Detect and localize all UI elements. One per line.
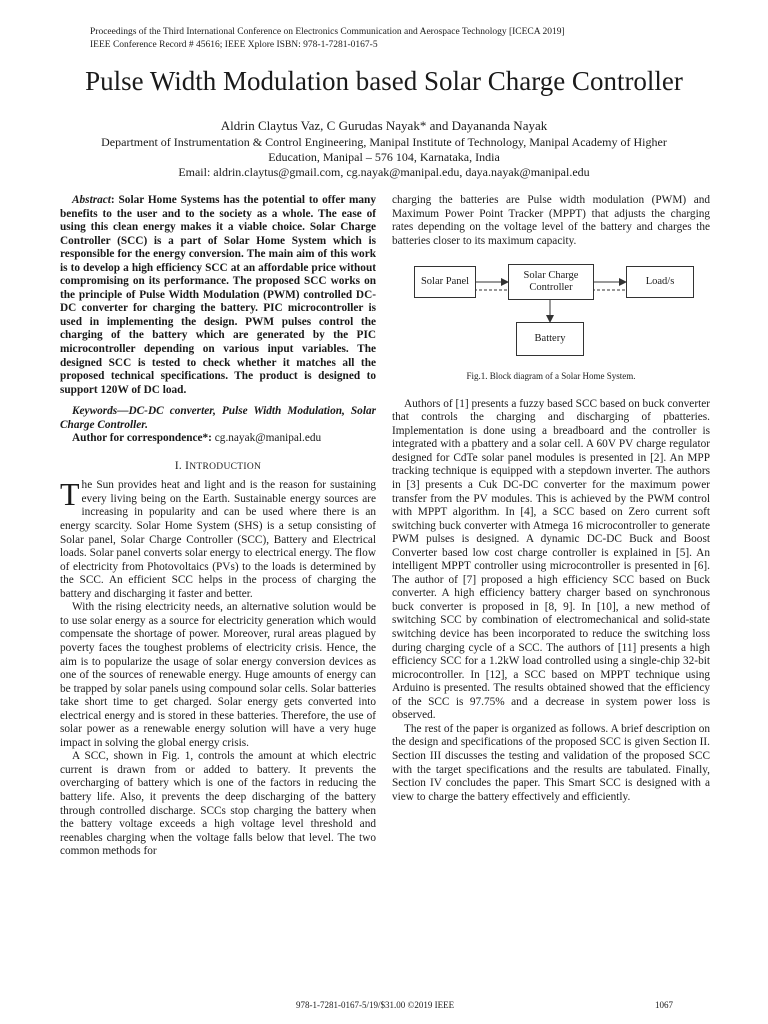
correspondence <box>60 432 376 446</box>
intro-paragraph-1: The Sun provides heat and light and is the reason for sustaining every living being on the Earth. Sustainable energy sources are increasing in popularity and can be used where there is an energy scarcity. Solar Home System (SHS) is a setup consisting of Solar panel, Solar Charge Controller (SCC), Battery and Electrical loads. Solar panel converts solar energy to electrical energy. The flow of electricity from Photovoltaics (PVs) to the loads is determined by the SCC. An efficient SCC helps in the process of charging the battery and discharging it faster and better. <box>60 476 376 600</box>
header-line-2: IEEE Conference Record # 45616; IEEE Xplore ISBN: 978-1-7281-0167-5 <box>90 40 378 50</box>
paper-title: Pulse Width Modulation based Solar Charge Controller <box>85 66 683 96</box>
intro-paragraph-3: A SCC, shown in Fig. 1, controls the amount at which electric current is drawn from or added to battery. It prevents the overcharging of battery which is one of the factors in reducing the battery life. Also, it prevents the deep discharging of the battery through controlled discharge. SCCs stop charging the battery when the battery voltage exceeds a high voltage level threshold and reenables charging when the voltage falls below that level. The two common methods for <box>60 750 376 858</box>
controller-label-line-1: Solar Charge <box>523 270 579 282</box>
footer-copyright: 978-1-7281-0167-5/19/$31.00 ©2019 IEEE <box>296 1000 455 1010</box>
related-work-paragraph: Authors of [1] presents a fuzzy based SCC based on buck converter that controls the charging and discharging of pbatteries. Implementation is done using a breadboard and the controller is integrated with a pbattery and a solar cell. A 60V PV charge regulator designed for CdTe solar panel modules is presented in [2]. An MPP tracking technique is equipped with a stepdown inverter. The authors in [3] presents a Cuk DC-DC converter for the maximum power transfer from the PV modules. This is achieved by the PWM control with MPPT algorithm. In [4], a SCC based on Zero current soft switching buck converter with Atmega 16 microcontroller to generate PWM pulses is designed. A dynamic DC-DC Buck and Boost Converter based low cost charge controller is explained in [5]. An intelligent MPPT controller using microcontroller is presented in [6]. The author of [7] proposed a high efficiency SCC based on Buck converter. A high efficiency battery charger based on synchronous buck converter is proposed in [8, 9]. In [10], a new method of switching SCC by combination of electromechanical and solid-state switching device has been incorporated to reduce the switching loss during charging cycle of a SCC. The authors of [11] presents a high efficiency SCC for a 1.2kW load controlled using a single-chip 32-bit microcontroller. In [12], a SCC based on MPPT technique using Arduino is presented. The results obtained showed that the efficiency of the SCC is 97.75% and a decrease in system power loss is observed. <box>392 397 710 722</box>
abstract <box>60 194 376 397</box>
keywords: Keywords—DC-DC converter, Pulse Width Modulation, Solar Charge Controller. <box>60 405 376 431</box>
abstract-text: : Solar Home Systems has the potential to offer many benefits to the user and to the society as a whole. The ease of using this clean energy makes it a viable choice. Solar Charge Controller (SCC) is a part of Solar Home System which is responsible for the energy conversion. The main aim of this work is to develop a high efficiency SCC at an affordable price without compromising on its performance. The proposed SCC works on the principle of Pulse Width Modulation (PWM) controlled DC-DC converter for charging the battery. PIC microcontroller is used in implementing the design. PWM pulses control the charging of the battery which are generated by the PIC microcontroller depending on various input variables. The designed SCC is tested to check whether it matches all the proposed technical specifications. The product is designed to support 120W of DC load. <box>60 194 376 396</box>
affiliation <box>80 135 688 180</box>
section-title-rest: NTRODUCTION <box>189 461 262 472</box>
intro-paragraph-continued: charging the batteries are Pulse width modulation (PWM) and Maximum Power Point Tracker (MPPT) that adjusts the charging rates depending on the voltage level of the battery and charges the batteries closer to its maximum capacity. <box>392 194 710 247</box>
author-list: Aldrin Claytus Vaz, C Gurudas Nayak* and Dayananda Nayak <box>220 118 548 133</box>
page-number: 1067 <box>655 1000 673 1010</box>
solar-panel-block: Solar Panel <box>414 266 476 298</box>
abstract-label: Abstract <box>72 194 111 206</box>
figure-caption: Fig.1. Block diagram of a Solar Home System. <box>466 371 636 382</box>
section-number: I. <box>174 459 183 472</box>
intro-paragraph-2: With the rising electricity needs, an alternative solution would be to use solar energy as a source for electricity generation which would compensate the shortage of power. Moreover, rural areas plagued by poverty faces the toughest problems of electricity crisis. Hence, the aim is to popularize the usage of solar energy conversion devices as one of the sources of renewable energy. Huge amounts of energy can be trapped by solar panels using compound solar cells. Solar batteries take short time to get charged. Solar energy gets converted into electrical energy and is stored in these batteries. Therefore, the use of solar power as a renewable energy solution will have a very huge impact in solving the global energy crisis. <box>60 601 376 749</box>
section-heading-introduction <box>60 460 376 475</box>
controller-label-line-2: Controller <box>529 282 573 294</box>
author-emails: Email: aldrin.claytus@gmail.com, cg.nayak@manipal.edu, daya.nayak@manipal.edu <box>178 165 590 179</box>
right-column <box>392 194 710 804</box>
left-column <box>60 194 376 859</box>
correspondence-label: Author for correspondence*: <box>72 432 215 445</box>
paper-organization-paragraph: The rest of the paper is organized as follows. A brief description on the design and specifications of the proposed SCC is given Section II. Section III discusses the testing and validation of the proposed SCC with the target specifications and the results are tabulated. Finally, Section IV concludes the paper. This Smart SCC is designed with a view to charge the battery effectively and efficiently. <box>392 722 710 803</box>
section-title-initial: I <box>185 459 190 472</box>
conference-header <box>90 26 565 52</box>
affiliation-line-1: Department of Instrumentation & Control Engineering, Manipal Institute of Technology, Manipal Academy of Higher <box>101 135 667 149</box>
affiliation-line-2: Education, Manipal – 576 104, Karnataka, India <box>268 150 500 164</box>
header-line-1: Proceedings of the Third International Conference on Electronics Communication and Aerospace Technology [ICECA 2019] <box>90 27 565 37</box>
loads-block: Load/s <box>626 266 694 298</box>
block-diagram <box>392 262 710 364</box>
charge-controller-block <box>508 264 594 300</box>
battery-block: Battery <box>516 322 584 356</box>
correspondence-email: cg.nayak@manipal.edu <box>214 432 322 445</box>
